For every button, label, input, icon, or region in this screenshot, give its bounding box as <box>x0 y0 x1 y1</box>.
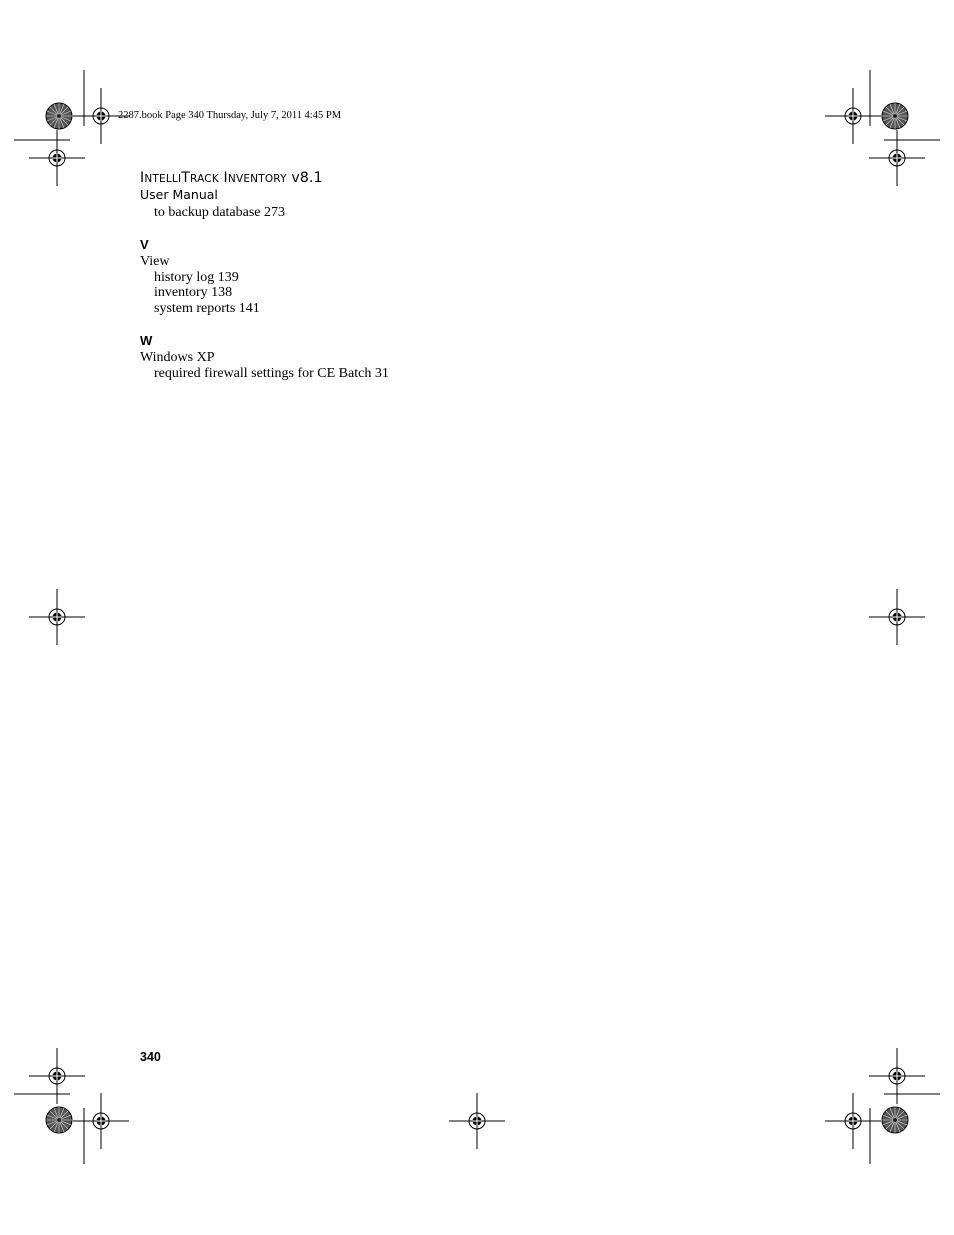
title-part: T <box>181 170 191 186</box>
index-entry: Windows XP <box>140 350 215 366</box>
index-section-letter: W <box>140 332 153 348</box>
title-part: RACK <box>190 173 219 185</box>
title-part: I <box>218 170 228 186</box>
index-section-letter: V <box>140 236 149 252</box>
print-slug-line: 2287.book Page 340 Thursday, July 7, 2011 4:45 PM <box>118 110 342 121</box>
index-list <box>140 205 389 381</box>
index-subentry: system reports 141 <box>154 300 260 316</box>
running-header-subtitle: User Manual <box>140 187 218 202</box>
index-subentry: required firewall settings for CE Batch 31 <box>154 365 389 381</box>
title-part: NTELLI <box>144 173 182 185</box>
index-subentry: inventory 138 <box>154 285 233 301</box>
title-part: v8.1 <box>286 170 323 186</box>
title-part: I <box>140 170 145 186</box>
page-number: 340 <box>140 1050 161 1064</box>
running-header-title <box>140 170 323 186</box>
index-subentry: to backup database 273 <box>154 205 286 220</box>
index-subentry: history log 139 <box>154 269 239 285</box>
title-part: NVENTORY <box>227 173 287 185</box>
index-entry: View <box>140 254 170 270</box>
